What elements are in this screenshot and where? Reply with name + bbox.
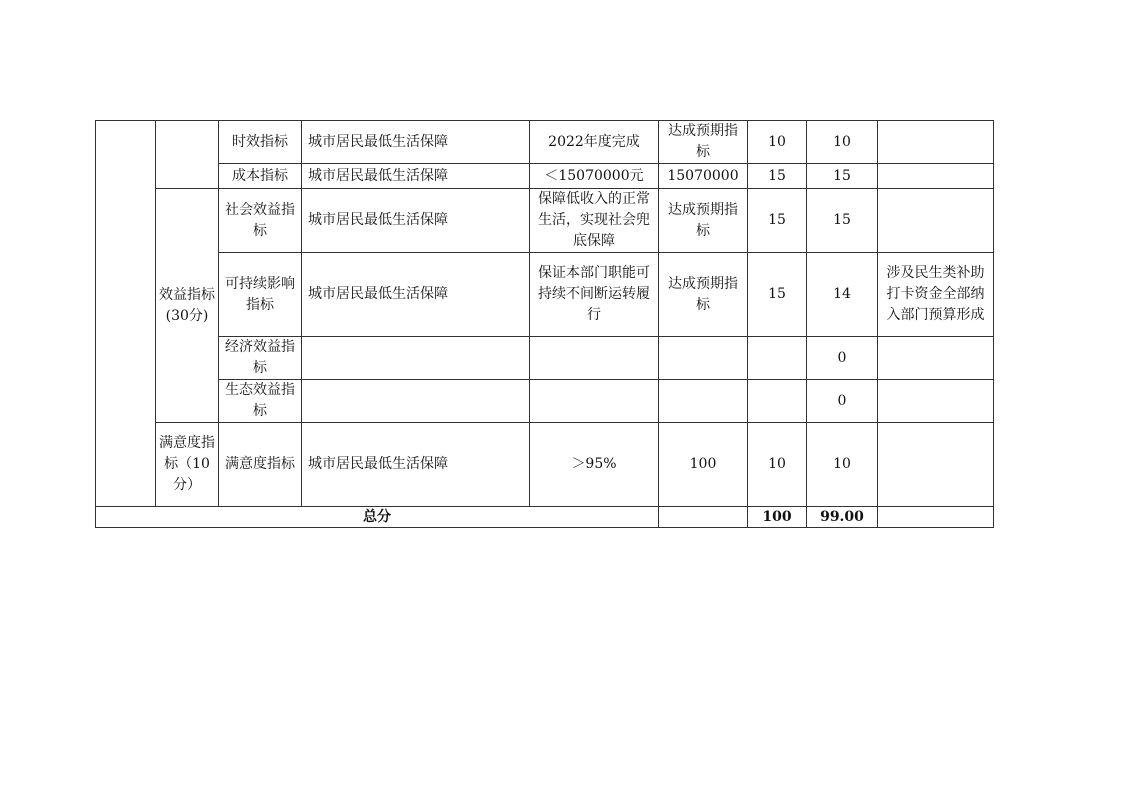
actual-value-cell: 100 xyxy=(659,423,748,507)
indicator-item-cell: 城市居民最低生活保障 xyxy=(302,423,530,507)
total-score-cell: 99.00 xyxy=(807,507,878,528)
total-actual-cell xyxy=(659,507,748,528)
weight-cell xyxy=(748,380,807,423)
actual-value-cell: 达成预期指标 xyxy=(659,121,748,164)
level3-indicator-cell: 社会效益指标 xyxy=(219,189,302,253)
target-value-cell: 2022年度完成 xyxy=(530,121,659,164)
total-label: 总分 xyxy=(96,507,659,528)
total-row xyxy=(96,507,994,528)
note-cell xyxy=(878,164,994,189)
indicator-item-cell xyxy=(302,337,530,380)
level1-indicator-cell xyxy=(96,121,156,507)
target-value-cell: ＞95% xyxy=(530,423,659,507)
level3-indicator-cell: 满意度指标 xyxy=(219,423,302,507)
table-row xyxy=(96,189,994,253)
note-cell: 涉及民生类补助打卡资金全部纳入部门预算形成 xyxy=(878,253,994,337)
score-cell: 0 xyxy=(807,380,878,423)
indicator-item-cell xyxy=(302,380,530,423)
note-cell xyxy=(878,189,994,253)
table-row xyxy=(96,164,994,189)
note-cell xyxy=(878,423,994,507)
target-value-cell: 保证本部门职能可持续不间断运转履行 xyxy=(530,253,659,337)
table-row xyxy=(96,423,994,507)
target-value-cell xyxy=(530,337,659,380)
level3-indicator-cell: 经济效益指标 xyxy=(219,337,302,380)
score-cell: 0 xyxy=(807,337,878,380)
level3-indicator-cell: 时效指标 xyxy=(219,121,302,164)
table-row xyxy=(96,337,994,380)
weight-cell: 10 xyxy=(748,121,807,164)
target-value-cell: ＜15070000元 xyxy=(530,164,659,189)
weight-cell: 15 xyxy=(748,164,807,189)
target-value-cell xyxy=(530,380,659,423)
level2-indicator-cell xyxy=(156,121,219,189)
table-row xyxy=(96,253,994,337)
note-cell xyxy=(878,337,994,380)
level3-indicator-cell: 成本指标 xyxy=(219,164,302,189)
weight-cell: 10 xyxy=(748,423,807,507)
level2-indicator-cell: 满意度指标（10分） xyxy=(156,423,219,507)
level3-indicator-cell: 生态效益指标 xyxy=(219,380,302,423)
table-row xyxy=(96,380,994,423)
level3-indicator-cell: 可持续影响指标 xyxy=(219,253,302,337)
score-cell: 10 xyxy=(807,121,878,164)
weight-cell xyxy=(748,337,807,380)
score-cell: 10 xyxy=(807,423,878,507)
performance-evaluation-table xyxy=(95,120,994,528)
indicator-item-cell: 城市居民最低生活保障 xyxy=(302,189,530,253)
target-value-cell: 保障低收入的正常生活，实现社会兜底保障 xyxy=(530,189,659,253)
score-cell: 15 xyxy=(807,189,878,253)
indicator-item-cell: 城市居民最低生活保障 xyxy=(302,253,530,337)
weight-cell: 15 xyxy=(748,189,807,253)
actual-value-cell xyxy=(659,337,748,380)
weight-cell: 15 xyxy=(748,253,807,337)
actual-value-cell: 达成预期指标 xyxy=(659,253,748,337)
table-row xyxy=(96,121,994,164)
score-cell: 14 xyxy=(807,253,878,337)
indicator-item-cell: 城市居民最低生活保障 xyxy=(302,164,530,189)
actual-value-cell xyxy=(659,380,748,423)
note-cell xyxy=(878,380,994,423)
level2-indicator-cell: 效益指标(30分) xyxy=(156,189,219,423)
actual-value-cell: 15070000 xyxy=(659,164,748,189)
note-cell xyxy=(878,121,994,164)
total-weight-cell: 100 xyxy=(748,507,807,528)
score-cell: 15 xyxy=(807,164,878,189)
indicator-item-cell: 城市居民最低生活保障 xyxy=(302,121,530,164)
actual-value-cell: 达成预期指标 xyxy=(659,189,748,253)
total-note-cell xyxy=(878,507,994,528)
